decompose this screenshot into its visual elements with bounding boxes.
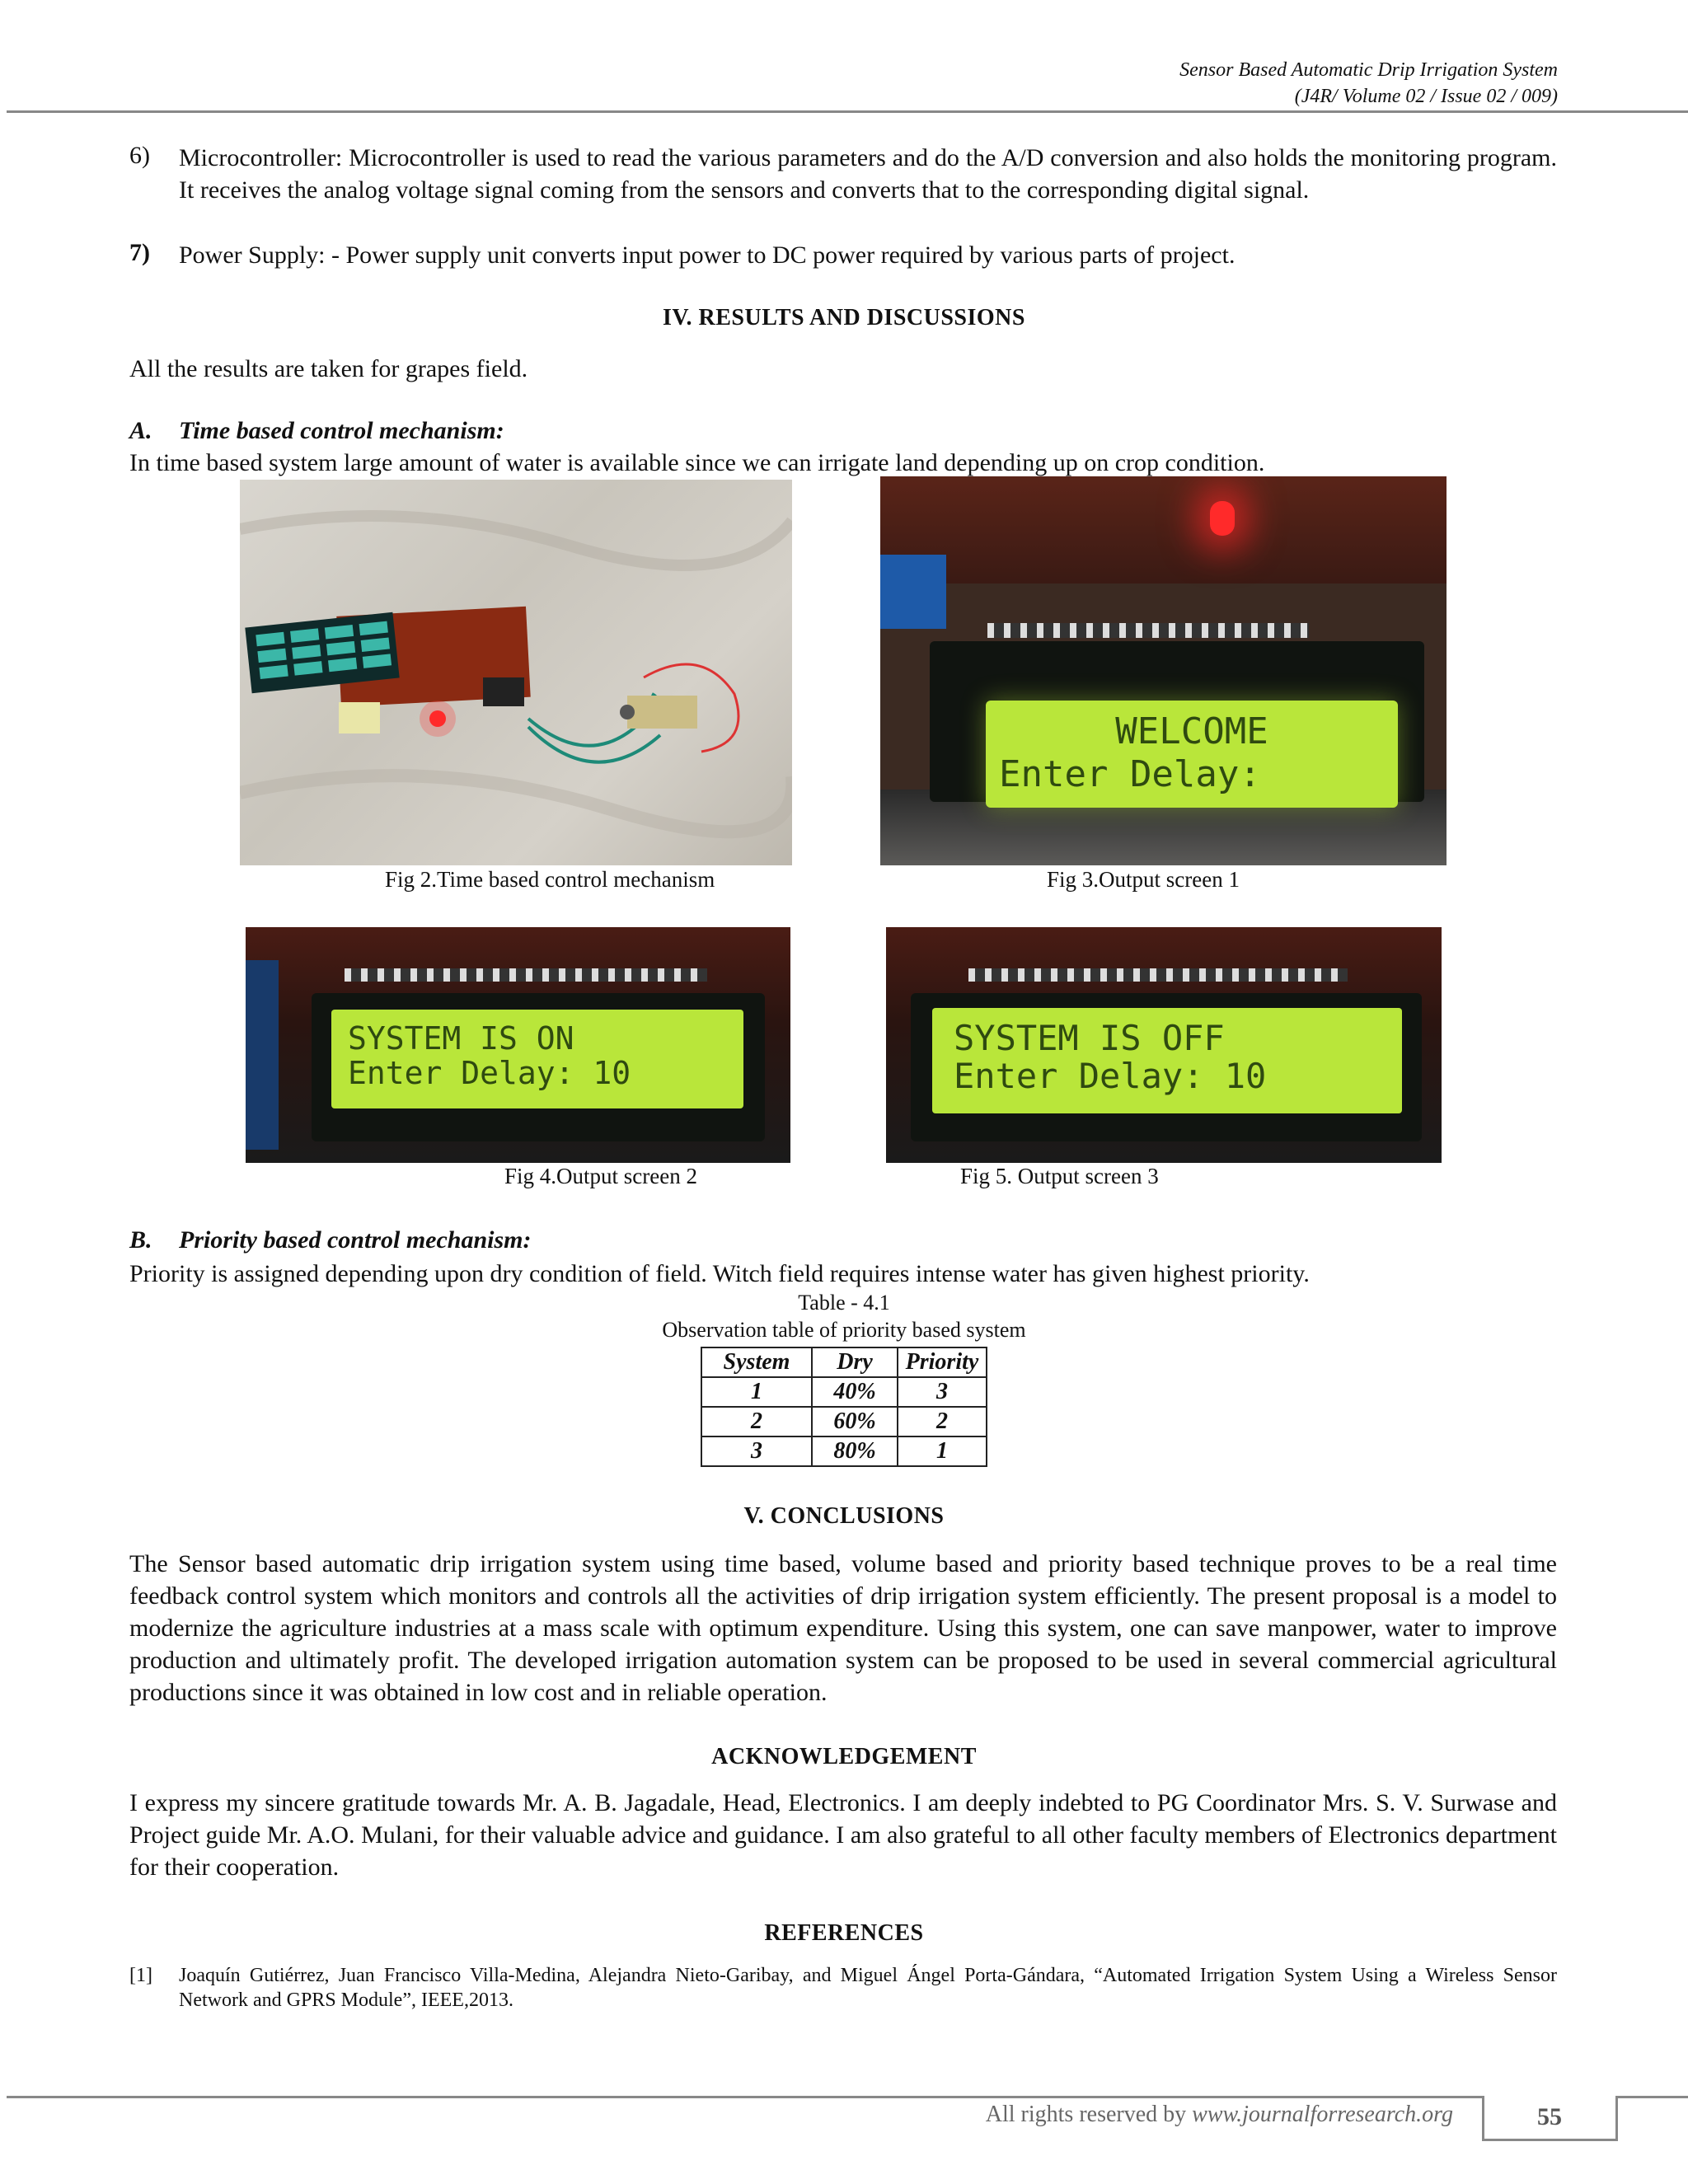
acknowledgement-title: ACKNOWLEDGEMENT [711,1744,977,1769]
footer-rule [7,2096,1482,2098]
list-item-6-text: Microcontroller: Microcontroller is used to read the various parameters and do the A/D conversion and also holds the monitoring program. It receives the analog voltage signal coming from the sensors and converts that to the corresponding digital signal. [179,144,1557,204]
table-cell: 2 [701,1407,812,1436]
observation-table [701,1347,987,1467]
lcd-line-1: SYSTEM IS OFF [954,1018,1225,1058]
lcd-screen [331,1010,743,1108]
lcd-line-1: SYSTEM IS ON [348,1020,574,1057]
lcd-line-2: Enter Delay: 10 [348,1055,631,1091]
transformer [627,696,697,729]
results-intro: All the results are taken for grapes field. [129,355,528,382]
fig5-photo [886,927,1442,1163]
page-number: 55 [1537,2103,1562,2130]
list-item-7-text: Power Supply: - Power supply unit converts input power to DC power required by various parts of project. [179,241,1236,269]
table-title: Observation table of priority based system [662,1318,1026,1342]
list-item-7-number: 7) [129,239,150,266]
led-red [1210,501,1235,536]
reference-number: [1] [129,1965,152,1986]
table-cell: 60% [812,1407,898,1436]
fig2-photo [240,480,792,865]
footer-site-link[interactable]: www.journalforresearch.org [1192,2102,1453,2127]
table-header-row [701,1347,987,1377]
lcd-screen [986,701,1398,808]
fig3-photo [880,476,1447,865]
table-header-cell: Priority [898,1347,987,1377]
table-cell: 2 [898,1407,987,1436]
section-conclusions-title: V. CONCLUSIONS [743,1503,945,1529]
subsection-b-title: Priority based control mechanism: [179,1226,532,1254]
fig4-caption: Fig 4.Output screen 2 [504,1164,697,1188]
table-header-cell: Dry [812,1347,898,1377]
footer-rights-label: All rights reserved by [985,2102,1193,2127]
references-title: REFERENCES [764,1920,924,1946]
component [339,702,380,733]
subsection-b-text: Priority is assigned depending upon dry condition of field. Witch field requires intense water has given highest priority. [129,1260,1310,1287]
fig2-illustration [240,480,792,865]
running-header-title: Sensor Based Automatic Drip Irrigation System [1179,59,1558,81]
subsection-a-title: Time based control mechanism: [179,417,504,444]
subsection-a-text: In time based system large amount of water is available since we can irrigate land depending up on crop condition. [129,449,1265,476]
lcd-line-1: WELCOME [1115,710,1268,752]
header-rule [7,110,1688,113]
table-number: Table - 4.1 [798,1291,890,1315]
reference-text: Joaquín Gutiérrez, Juan Francisco Villa-Medina, Alejandra Nieto-Garibay, and Miguel Ángel Porta-Gándara, “Automated Irrigation System Using a Wireless Sensor Network and GPRS Module”, IEEE,2013. [179,1965,1557,2011]
fig3-caption: Fig 3.Output screen 1 [1047,867,1240,892]
table-row [701,1377,987,1407]
subsection-b-label: B. [129,1226,152,1254]
table-row [701,1407,987,1436]
subsection-a-label: A. [129,417,152,444]
chip [483,677,524,706]
header-pins [968,968,1348,982]
footer-rights [986,2102,1453,2128]
lcd-line-2: Enter Delay: [999,753,1261,795]
running-header-issue: (J4R/ Volume 02 / Issue 02 / 009) [1294,86,1558,107]
table-cell: 1 [701,1377,812,1407]
lcd-line-2: Enter Delay: 10 [954,1056,1267,1096]
acknowledgement-text: I express my sincere gratitude towards Mr. A. B. Jagadale, Head, Electronics. I am deeply indebted to PG Coordinator Mrs. S. V. Surwase and Project guide Mr. A.O. Mulani, for their valuable advice and guidance. I am also grateful to all other faculty members of Electronics department for their cooperation. [129,1789,1557,1881]
table-cell: 1 [898,1436,987,1466]
fig5-caption: Fig 5. Output screen 3 [960,1164,1159,1188]
header-pins [987,623,1309,638]
table-row [701,1436,987,1466]
table-cell: 80% [812,1436,898,1466]
section-results-title: IV. RESULTS AND DISCUSSIONS [663,305,1025,330]
fig4-photo [246,927,790,1163]
lcd-screen [932,1008,1402,1113]
table-cell: 3 [701,1436,812,1466]
table-header-cell: System [701,1347,812,1377]
conclusions-text: The Sensor based automatic drip irrigation system using time based, volume based and priority based technique proves to be a real time feedback control system which monitors and controls all the activities of drip irrigation system efficiently. The present proposal is a model to modernize the agriculture industries at a mass scale with optimum expenditure. Using this system, one can save manpower, water to improve production and ultimately profit. The developed irrigation automation system can be proposed to be used in several commercial agricultural productions since it was obtained in low cost and in reliable operation. [129,1550,1557,1706]
table-cell: 3 [898,1377,987,1407]
fig2-caption: Fig 2.Time based control mechanism [385,867,715,892]
table-cell: 40% [812,1377,898,1407]
header-pins [345,968,707,982]
list-item-6-number: 6) [129,142,150,169]
